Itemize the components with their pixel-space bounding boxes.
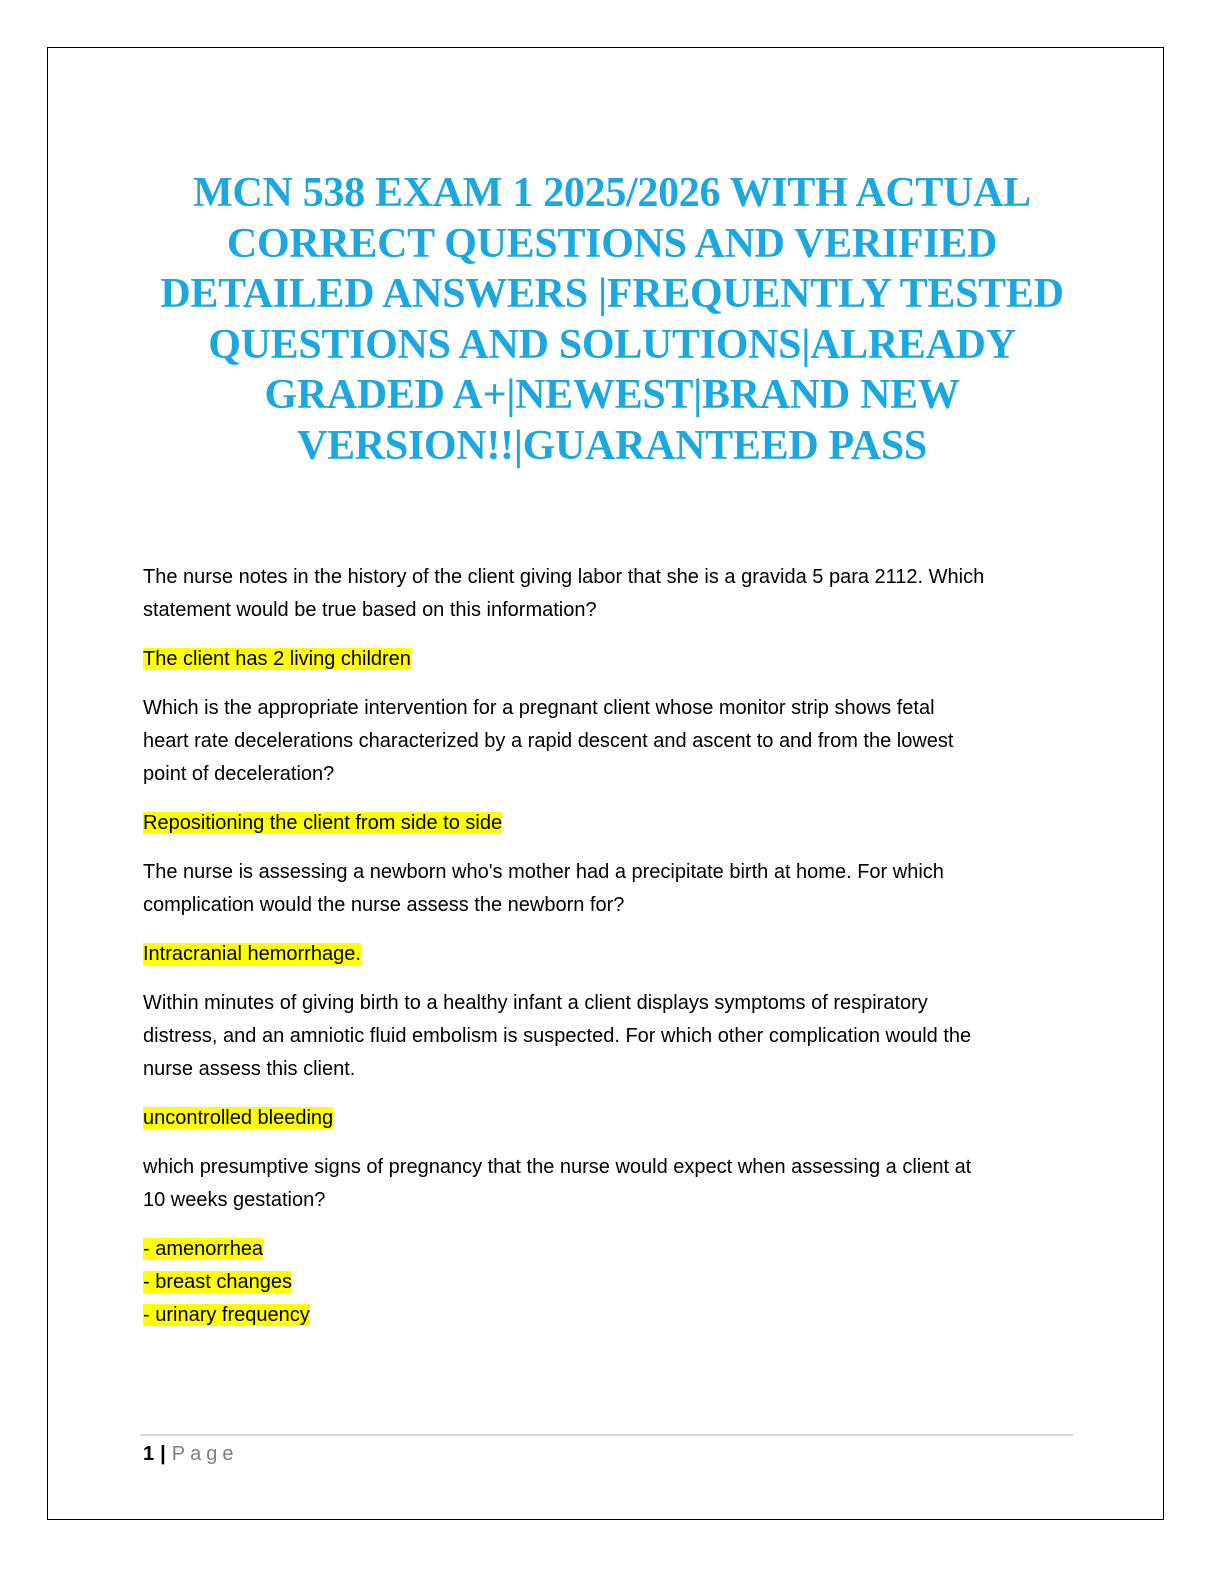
question-line: 10 weeks gestation? (143, 1189, 326, 1211)
question-line: The nurse notes in the history of the client giving labor that she is a gravida 5 para 2112. Which (143, 566, 985, 588)
answer-4 (143, 1102, 1083, 1135)
title-line: CORRECT QUESTIONS AND VERIFIED (226, 220, 998, 267)
page-number: 1 (143, 1443, 155, 1465)
highlighted-answer: Repositioning the client from side to side (143, 812, 503, 834)
question-4 (143, 987, 1083, 1086)
question-line: statement would be true based on this information? (143, 599, 597, 621)
footer-divider (140, 1434, 1073, 1436)
question-line: The nurse is assessing a newborn who's mother had a precipitate birth at home. For which (143, 861, 944, 883)
question-line: Within minutes of giving birth to a healthy infant a client displays symptoms of respiratory (143, 992, 928, 1014)
title-line: GRADED A+|NEWEST|BRAND NEW (264, 372, 960, 418)
highlighted-answer: - urinary frequency (143, 1304, 310, 1326)
title-line: DETAILED ANSWERS |FREQUENTLY TESTED (160, 271, 1064, 317)
highlighted-answer: Intracranial hemorrhage. (143, 943, 361, 965)
question-line: nurse assess this client. (143, 1058, 356, 1080)
title-line: QUESTIONS AND SOLUTIONS|ALREADY (208, 321, 1016, 368)
title-line: VERSION!!|GUARANTEED PASS (297, 422, 927, 469)
title-line: MCN 538 EXAM 1 2025/2026 WITH ACTUAL (193, 170, 1031, 216)
answer-1 (143, 643, 1083, 676)
answer-5 (143, 1233, 1083, 1332)
question-1 (143, 561, 1083, 627)
question-line: heart rate decelerations characterized by a rapid descent and ascent to and from the lowest (143, 730, 954, 752)
page-label: Page (171, 1443, 239, 1465)
question-3 (143, 856, 1083, 922)
document-title (120, 168, 1104, 471)
highlighted-answer: The client has 2 living children (143, 648, 411, 670)
footer-separator: | (160, 1443, 166, 1465)
answer-3 (143, 938, 1083, 971)
qa-content (143, 561, 1083, 1348)
question-line: distress, and an amniotic fluid embolism is suspected. For which other complication would the (143, 1025, 972, 1047)
page-footer (143, 1440, 238, 1468)
question-5 (143, 1151, 1083, 1217)
question-line: Which is the appropriate intervention for a pregnant client whose monitor strip shows fetal (143, 697, 935, 719)
highlighted-answer: - amenorrhea (143, 1238, 264, 1260)
question-line: complication would the nurse assess the newborn for? (143, 894, 625, 916)
highlighted-answer: - breast changes (143, 1271, 292, 1293)
answer-2 (143, 807, 1083, 840)
question-line: which presumptive signs of pregnancy that the nurse would expect when assessing a client at (143, 1156, 972, 1178)
question-line: point of deceleration? (143, 763, 335, 785)
highlighted-answer: uncontrolled bleeding (143, 1107, 334, 1129)
question-2 (143, 692, 1083, 791)
